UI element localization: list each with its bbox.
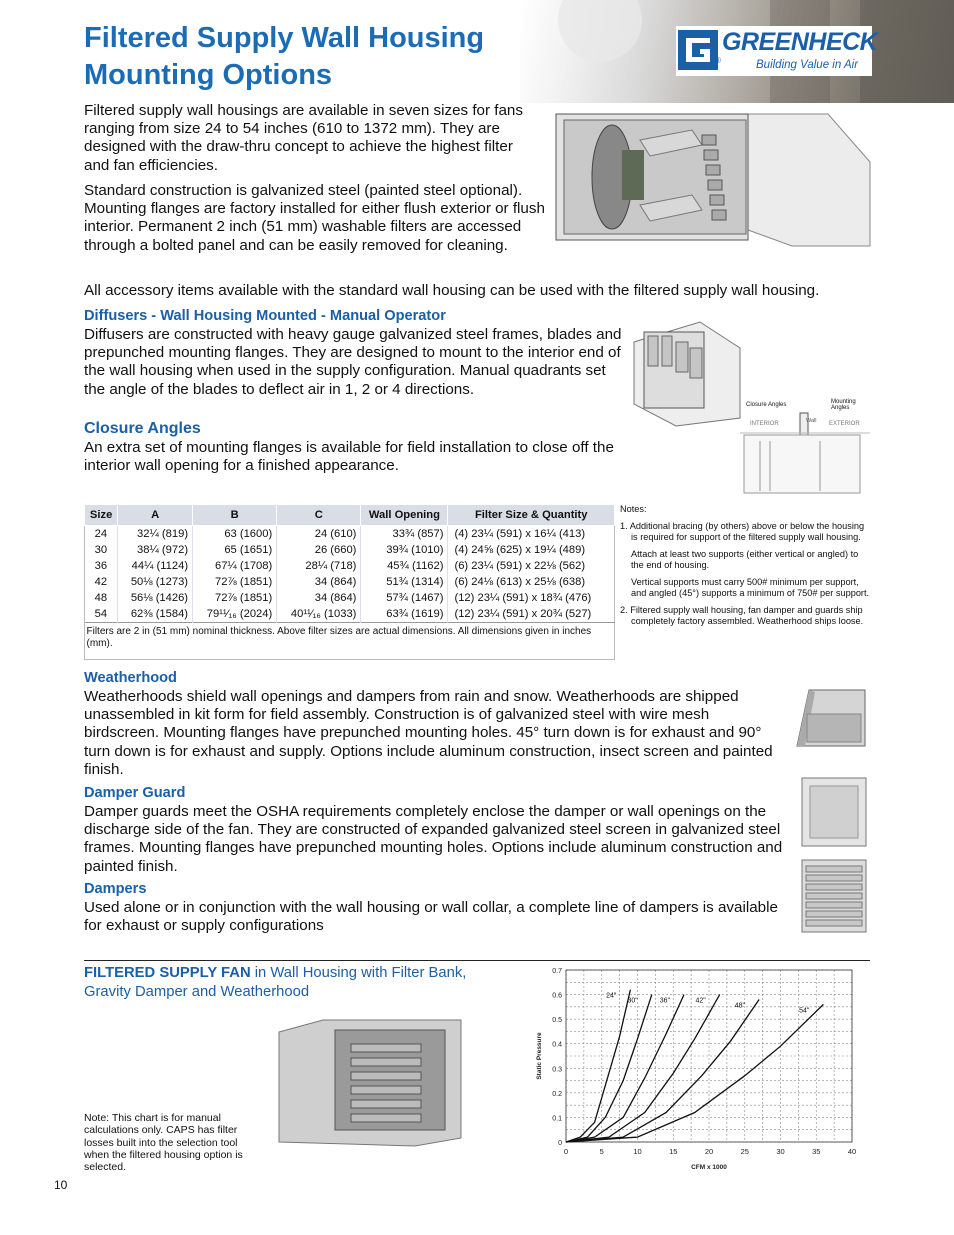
table-row xyxy=(85,606,615,623)
table-row xyxy=(85,558,615,574)
y-tick-label: 0.5 xyxy=(552,1017,562,1025)
y-axis-label: Static Pressure xyxy=(536,1032,543,1080)
y-tick-label: 0.7 xyxy=(552,968,562,975)
x-tick-label: 40 xyxy=(847,1147,857,1156)
series-label: 36" xyxy=(659,997,670,1005)
section-divider xyxy=(84,960,870,961)
table-cell: 65 (1651) xyxy=(193,542,277,558)
table-cell: 50⅛ (1273) xyxy=(118,574,193,590)
table-cell: 24 xyxy=(94,528,108,540)
table-cell: (6) 23¼ (591) x 22⅛ (562) xyxy=(448,558,615,574)
table-cell: 33¾ (857) xyxy=(361,526,448,543)
filtered-fan-heading-rest: in Wall Housing with Filter Bank, Gravity Damper and Weatherhood xyxy=(84,965,467,1000)
table-header-0: Size xyxy=(85,505,118,526)
logo-tagline: Building Value in Air xyxy=(756,59,859,71)
page-number: 10 xyxy=(54,1178,68,1192)
intro-paragraph-3: All accessory items available with the standard wall housing can be used with the filtered supply wall housing. xyxy=(84,282,820,299)
weatherhood-heading: Weatherhood xyxy=(84,670,177,686)
diffuser-illustration xyxy=(630,318,750,428)
wall-label: Wall xyxy=(806,418,817,424)
table-cell: (12) 23¼ (591) x 20¾ (527) xyxy=(448,606,615,623)
chart-note: Note: This chart is for manual calculations only. CAPS has filter losses built into the selection tool when the filtered housing option is selected. xyxy=(84,1112,243,1174)
table-cell: 63 (1600) xyxy=(193,526,277,543)
table-cell: 48 xyxy=(94,592,108,604)
table-footnote: Filters are 2 in (51 mm) nominal thickness. Above filter sizes are actual dimensions. All dimensions given in inches (mm). xyxy=(85,623,615,654)
table-cell: 72⅞ (1851) xyxy=(193,590,277,606)
y-tick-label: 0.4 xyxy=(552,1041,562,1049)
notes-title: Notes: xyxy=(620,504,647,514)
damper-guard-heading: Damper Guard xyxy=(84,785,186,801)
title-line-1: Filtered Supply Wall Housing xyxy=(84,22,485,54)
table-header-1: A xyxy=(118,505,193,526)
table-cell: (4) 24⅝ (625) x 19¼ (489) xyxy=(448,542,615,558)
table-header-5: Filter Size & Quantity xyxy=(448,505,615,526)
table-cell: 28¼ (718) xyxy=(277,558,361,574)
table-cell: 44¼ (1124) xyxy=(118,558,193,574)
x-tick-label: 15 xyxy=(669,1147,678,1156)
x-tick-label: 20 xyxy=(704,1147,714,1156)
x-tick-label: 10 xyxy=(633,1147,642,1156)
table-cell: 36 xyxy=(94,560,108,572)
y-tick-label: 0.3 xyxy=(552,1066,562,1074)
table-header-4: Wall Opening xyxy=(361,505,448,526)
note-2: 2. Filtered supply wall housing, fan damper and guards ship completely factory assembled. Weatherhood ships loose. xyxy=(620,605,864,626)
table-row xyxy=(85,542,615,558)
x-tick-label: 0 xyxy=(563,1147,569,1156)
table-row xyxy=(85,526,615,543)
weatherhood-text: Weatherhoods shield wall openings and dampers from rain and snow. Weatherhoods are shipped unassembled in kit form for field assembly. Construction is of galvanized steel with wire mesh birdscreen. Mounting flanges have prepunched mounting holes. 45° turn down is for exhaust and 90° turn down is for exhaust and supply. Options include aluminum construction, insect screen and painted finish. xyxy=(84,688,773,778)
x-tick-label: 30 xyxy=(776,1147,785,1156)
table-header-3: C xyxy=(277,505,361,526)
diffusers-text: Diffusers are constructed with heavy gauge galvanized steel frames, blades and prepunched mounting flanges. They are designed to mount to the interior end of the wall housing when used in the supply configuration. Manual quadrants set the angle of the blades to deflect air in 1, 2 or 4 directions. xyxy=(84,326,622,398)
table-cell: 38¼ (972) xyxy=(118,542,193,558)
greenheck-logo xyxy=(676,26,878,76)
y-tick-label: 0.2 xyxy=(552,1090,562,1098)
filtered-housing-illustration xyxy=(552,110,872,248)
y-tick-label: 0 xyxy=(558,1140,562,1147)
filtered-fan-heading xyxy=(84,964,484,1002)
table-cell: 62⅜ (1584) xyxy=(118,606,193,623)
table-cell: 51¾ (1314) xyxy=(361,574,448,590)
table-header-2: B xyxy=(193,505,277,526)
exterior-label: EXTERIOR xyxy=(829,421,860,427)
table-cell: (12) 23¼ (591) x 18¾ (476) xyxy=(448,590,615,606)
x-tick-label: 25 xyxy=(740,1147,749,1156)
closure-angles-heading: Closure Angles xyxy=(84,420,201,437)
dampers-text: Used alone or in conjunction with the wall housing or wall collar, a complete line of dampers is available for exhaust or supply configurations xyxy=(84,899,778,935)
logo-wordmark: GREENHECK xyxy=(722,28,878,56)
table-cell: 24 (610) xyxy=(277,526,361,543)
closure-angles-label: Closure Angles xyxy=(746,402,787,408)
table-cell: 32¼ (819) xyxy=(118,526,193,543)
intro-paragraph-2: Standard construction is galvanized steel (painted steel optional). Mounting flanges are factory installed for either flush exterior or flush interior. Permanent 2 inch (51 mm) washable filters are accessed through a bolted panel and can be easily removed for cleaning. xyxy=(84,182,545,254)
series-label: 24" xyxy=(606,992,617,1000)
note-1b: Attach at least two supports (either vertical or angled) to the end of housing. xyxy=(631,549,859,570)
series-label: 48" xyxy=(734,1002,746,1010)
filtered-fan-image xyxy=(275,1018,465,1148)
intro-paragraph-1: Filtered supply wall housings are available in seven sizes for fans ranging from size 24 to 54 inches (610 to 1372 mm). They are designed with the draw-thru concept to achieve the highest filter and fan efficiencies. xyxy=(84,102,523,174)
table-cell: 54 xyxy=(94,608,108,620)
damper-guard-text: Damper guards meet the OSHA requirements completely enclose the damper or wall openings on the discharge side of the fan. They are constructed of expanded galvanized steel screen in galvanized steel frames. Mounting flanges have prepunched mounting holes. Options include aluminum construction and painted finish. xyxy=(84,803,783,875)
static-pressure-chart xyxy=(530,962,870,1178)
table-cell: 39¾ (1010) xyxy=(361,542,448,558)
table-cell: 26 (660) xyxy=(277,542,361,558)
table-cell: 30 xyxy=(94,544,108,556)
table-row xyxy=(85,574,615,590)
damper-image xyxy=(800,858,868,934)
table-cell: (6) 24⅛ (613) x 25⅛ (638) xyxy=(448,574,615,590)
notes-block xyxy=(620,504,870,633)
filtered-fan-heading-bold: FILTERED SUPPLY FAN xyxy=(84,965,251,981)
mounting-angles-label: Mounting Angles xyxy=(831,399,856,411)
dimensions-table xyxy=(84,504,615,653)
damper-guard-image xyxy=(800,776,868,848)
weatherhood-image xyxy=(795,686,869,752)
table-cell: 57¾ (1467) xyxy=(361,590,448,606)
table-cell: 42 xyxy=(94,576,108,588)
x-tick-label: 35 xyxy=(812,1147,821,1156)
table-cell: 72⅞ (1851) xyxy=(193,574,277,590)
table-cell: (4) 23¼ (591) x 16¼ (413) xyxy=(448,526,615,543)
table-cell: 40¹¹⁄₁₆ (1033) xyxy=(277,606,361,623)
table-cell: 67¼ (1708) xyxy=(193,558,277,574)
interior-label: INTERIOR xyxy=(750,421,779,427)
closure-angles-text: An extra set of mounting flanges is available for field installation to close off the interior wall opening for a finished appearance. xyxy=(84,439,614,475)
logo-registered: ® xyxy=(715,56,721,65)
greenheck-g-icon xyxy=(678,30,720,72)
note-1: 1. Additional bracing (by others) above or below the housing is required for support of the filtered supply wall housing. xyxy=(620,521,865,542)
title-line-2: Mounting Options xyxy=(84,59,333,91)
table-footnote-row xyxy=(85,623,615,654)
series-label: 42" xyxy=(695,997,706,1005)
dampers-heading: Dampers xyxy=(84,881,147,897)
table-cell: 56⅛ (1426) xyxy=(118,590,193,606)
y-tick-label: 0.1 xyxy=(552,1115,562,1123)
series-label: 30" xyxy=(627,997,638,1005)
diffusers-heading: Diffusers - Wall Housing Mounted - Manual Operator xyxy=(84,308,446,324)
page-title xyxy=(84,20,544,94)
series-label: 54" xyxy=(799,1007,810,1015)
table-row xyxy=(85,590,615,606)
y-tick-label: 0.6 xyxy=(552,992,562,1000)
table-cell: 63¾ (1619) xyxy=(361,606,448,623)
series-line xyxy=(566,1004,823,1142)
note-1c: Vertical supports must carry 500# minimum per support, and angled (45°) supports a minimum of 750# per support. xyxy=(631,577,870,598)
table-cell: 34 (864) xyxy=(277,590,361,606)
table-cell: 79¹¹⁄₁₆ (2024) xyxy=(193,606,277,623)
x-axis-label: CFM x 1000 xyxy=(691,1164,727,1171)
table-cell: 45¾ (1162) xyxy=(361,558,448,574)
x-tick-label: 5 xyxy=(599,1147,604,1156)
table-cell: 34 (864) xyxy=(277,574,361,590)
